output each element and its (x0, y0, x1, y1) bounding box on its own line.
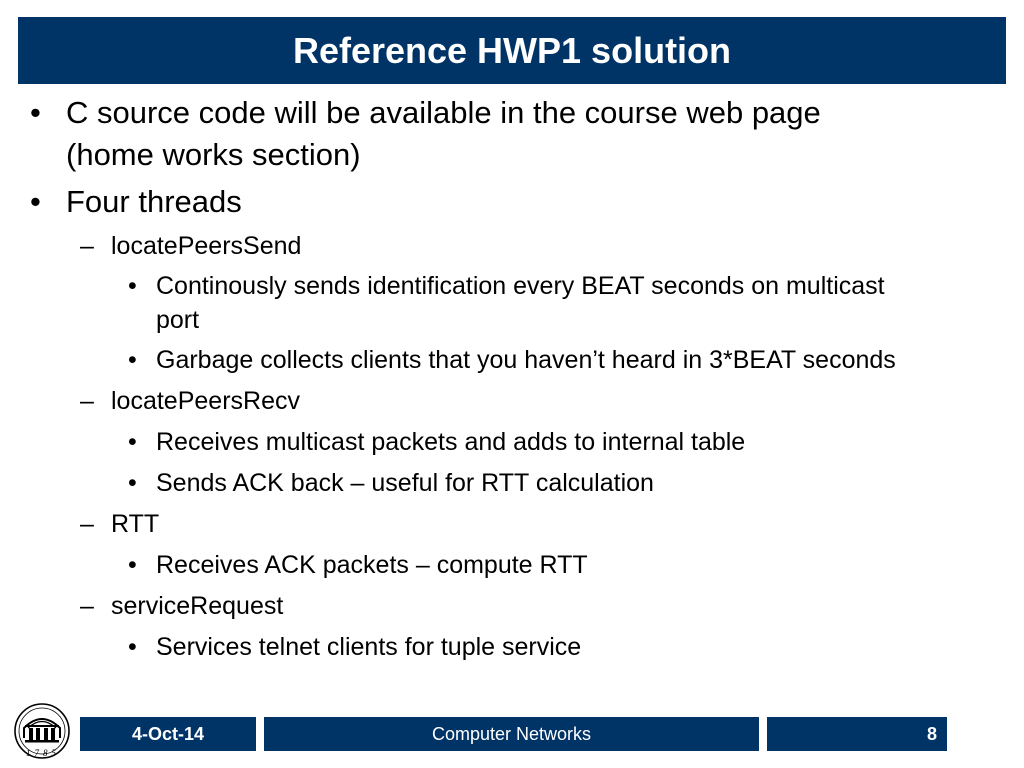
bullet-text: (home works section) (66, 137, 361, 172)
bullet-marker-icon: • (30, 184, 41, 219)
dash-marker-icon: – (80, 387, 94, 415)
dash-marker-icon: – (80, 592, 94, 620)
footer-page-text: 8 (926, 723, 937, 744)
dash-marker-icon: – (80, 232, 94, 260)
bullet-marker-icon: • (128, 428, 137, 456)
bullet-text: locatePeersSend (111, 232, 302, 260)
dash-marker-icon: – (80, 510, 94, 538)
bullet-marker-icon: • (128, 633, 137, 661)
university-arch-seal-icon (12, 702, 72, 762)
bullet-text: Continously sends identification every BEAT seconds on multicast (156, 272, 885, 300)
bullet-marker-icon: • (30, 95, 41, 130)
bullet-text: Receives ACK packets – compute RTT (156, 551, 588, 579)
bullet-text: Four threads (66, 184, 242, 219)
footer-page-number (767, 717, 947, 751)
bullet-text: Garbage collects clients that you haven’t heard in 3*BEAT seconds (156, 346, 896, 374)
footer (0, 700, 1024, 768)
logo-year: 1785 (26, 748, 60, 758)
footer-course (264, 717, 759, 751)
bullet-text: port (156, 306, 200, 334)
footer-date-text: 4-Oct-14 (131, 723, 205, 744)
bullet-text: Services telnet clients for tuple service (156, 633, 582, 661)
bullet-text: RTT (111, 510, 160, 538)
bullet-marker-icon: • (128, 346, 137, 374)
bullet-text: Sends ACK back – useful for RTT calculation (156, 469, 654, 497)
bullet-marker-icon: • (128, 272, 137, 300)
bullet-marker-icon: • (128, 551, 137, 579)
bullet-text: serviceRequest (111, 592, 284, 620)
bullet-text: C source code will be available in the course web page (66, 95, 821, 130)
bullet-marker-icon: • (128, 469, 137, 497)
footer-date (80, 717, 256, 751)
slide-title: Reference HWP1 solution (292, 29, 732, 71)
footer-course-text: Computer Networks (431, 723, 592, 744)
bullet-text: locatePeersRecv (111, 387, 300, 415)
bullet-text: Receives multicast packets and adds to internal table (156, 428, 746, 456)
